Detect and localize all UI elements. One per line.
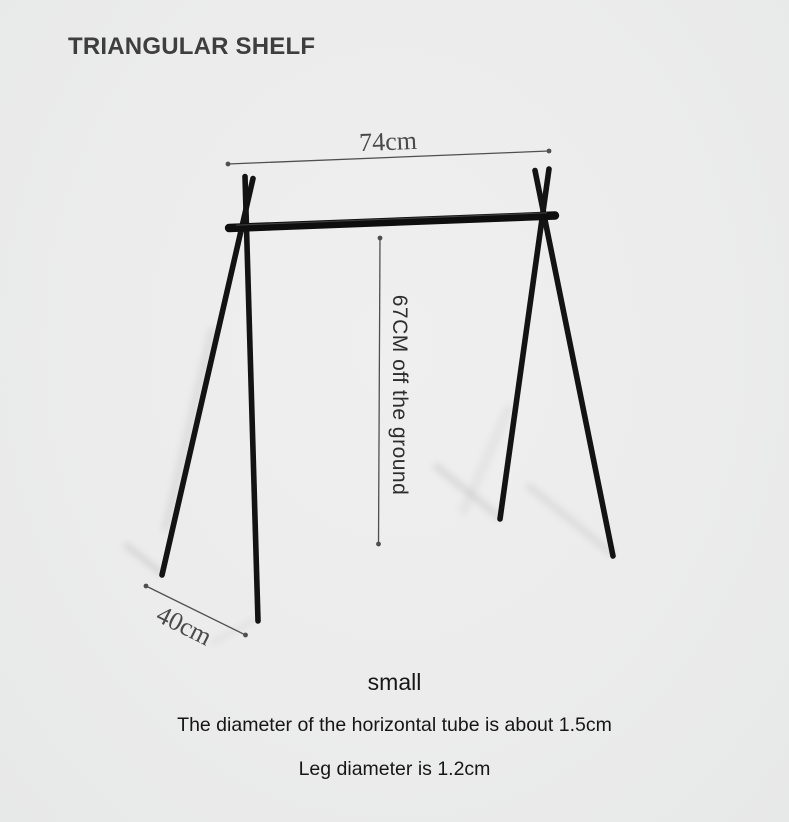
height-dimension-dot-bottom [376, 542, 381, 547]
width-dimension-label: 74cm [358, 125, 418, 158]
depth-dimension-label: 40cm [151, 599, 217, 652]
height-dimension-line [379, 238, 381, 544]
leg-diameter-note: Leg diameter is 1.2cm [298, 758, 491, 780]
tube-diameter-note: The diameter of the horizontal tube is about 1.5cm [177, 714, 612, 736]
floor-shadows [127, 332, 611, 642]
shadow-left-front-foot [127, 546, 160, 572]
width-dimension-dot-left [226, 162, 231, 167]
height-dimension-dot-top [378, 236, 383, 241]
left-back-leg [245, 177, 258, 622]
size-label: small [367, 669, 422, 695]
width-dimension-dot-right [547, 149, 552, 154]
page-title: TRIANGULAR SHELF [68, 33, 316, 60]
depth-dimension-dot-left [144, 584, 149, 589]
left-front-leg [162, 179, 253, 576]
shadow-left-leg [166, 332, 212, 527]
horizontal-bar [229, 216, 555, 229]
depth-dimension-dot-right [243, 633, 248, 638]
height-dimension-label: 67CM off the ground [388, 294, 411, 496]
